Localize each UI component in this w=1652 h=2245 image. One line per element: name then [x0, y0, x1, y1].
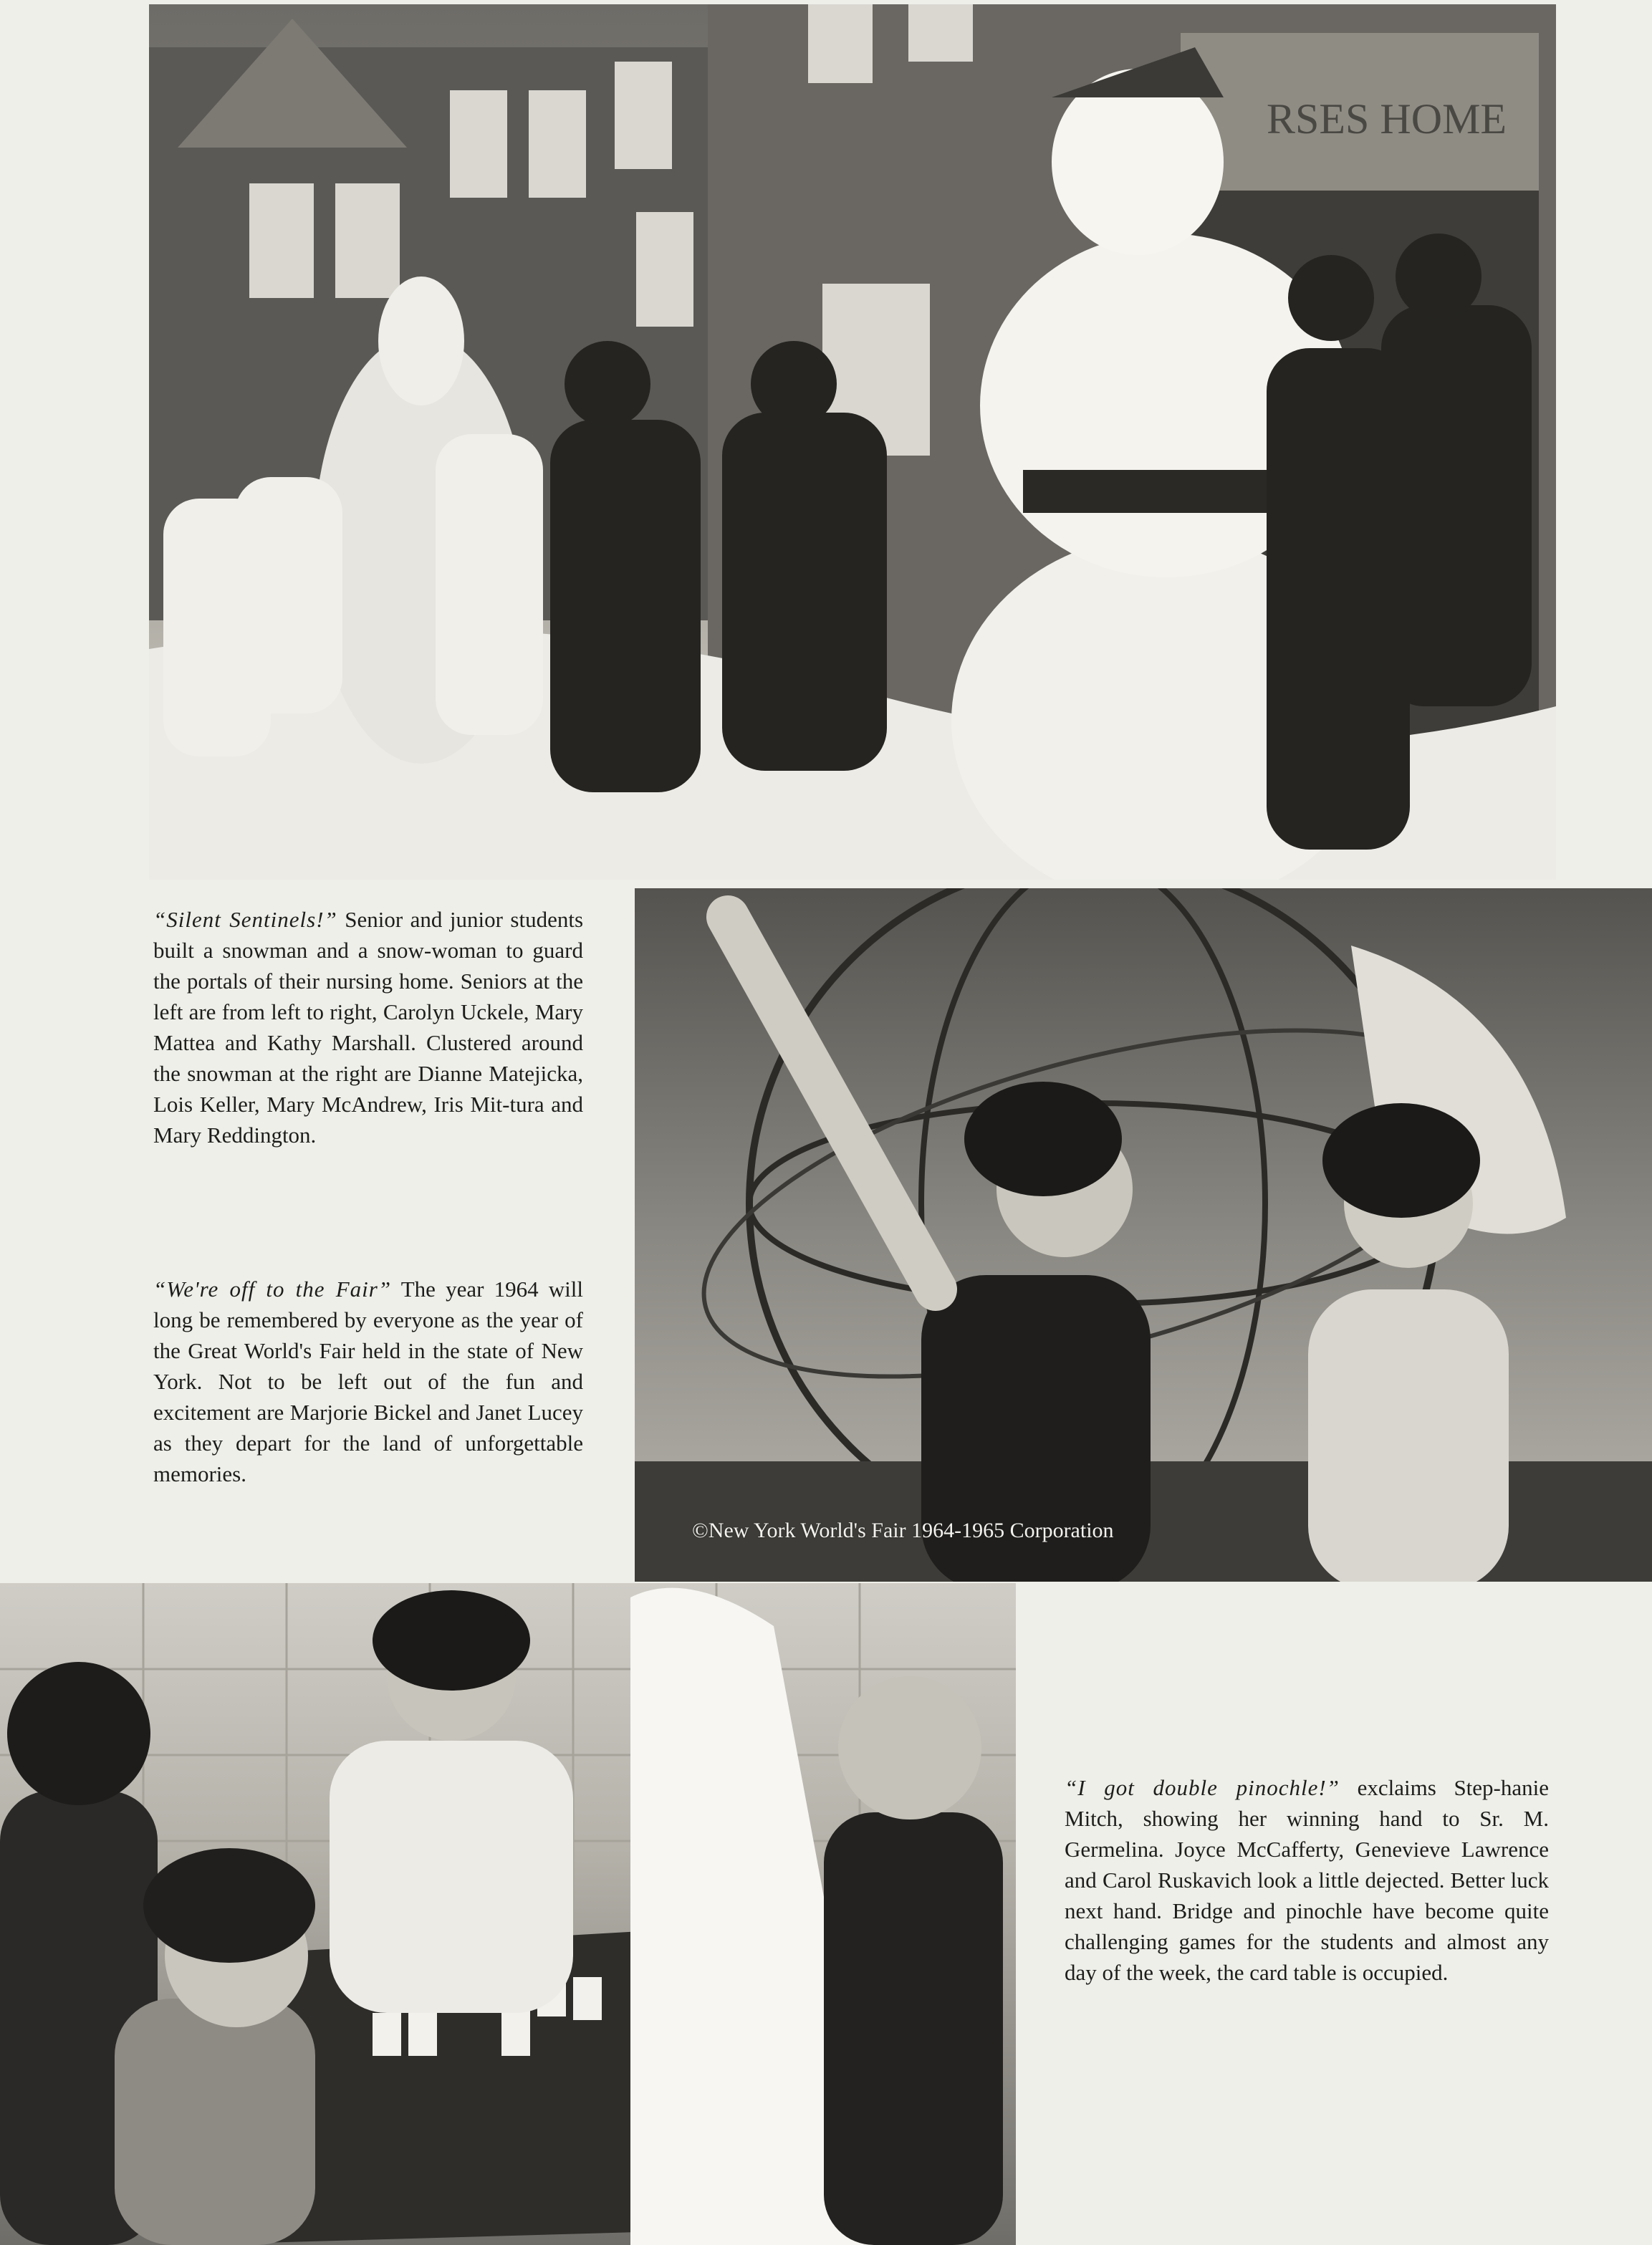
snowman-photo [149, 4, 1556, 880]
pinochle-caption-body: exclaims Step-hanie Mitch, showing her winning hand to Sr. M. Germelina. Joyce McCafferty, Genevieve Lawrence and Carol Ruskavich look a little dejected. Better luck next hand. Bridge and pinochle have become quite challenging games for the students and almost any day of the week, the card table is occupied. [1065, 1775, 1550, 1985]
snowman-caption-lead: “Silent Sentinels!” [153, 907, 337, 932]
card-game-photo [0, 1583, 1016, 2245]
snowman-caption [153, 904, 583, 1150]
fair-caption-lead: “We're off to the Fair” [153, 1277, 392, 1302]
fair-caption-body: The year 1964 will long be remembered by everyone as the year of the Great World's Fair held in the state of New York. Not to be left out of the fun and excitement are Marjorie Bickel and Janet Lucey as they depart for the land of unforgettable memories. [153, 1277, 583, 1486]
worlds-fair-photo-art [635, 888, 1652, 1582]
worlds-fair-photo [635, 888, 1652, 1582]
card-game-photo-art [0, 1583, 1016, 2245]
snowman-caption-body: Senior and junior students built a snowman and a snow-woman to guard the portals of their nursing home. Seniors at the left are from left to right, Carolyn Uckele, Mary Mattea and Kathy Marshall. Clustered around the snowman at the right are Dianne Matejicka, Lois Keller, Mary McAndrew, Iris Mit-tura and Mary Reddington. [153, 907, 584, 1148]
fair-caption [153, 1274, 583, 1489]
building-sign-text: RSES HOME [1267, 95, 1507, 143]
pinochle-caption [1065, 1772, 1549, 1988]
pinochle-caption-lead: “I got double pinochle!” [1065, 1775, 1340, 1800]
snowman-photo-art [149, 4, 1556, 880]
photo-credit: ©New York World's Fair 1964-1965 Corporation [692, 1519, 1114, 1542]
